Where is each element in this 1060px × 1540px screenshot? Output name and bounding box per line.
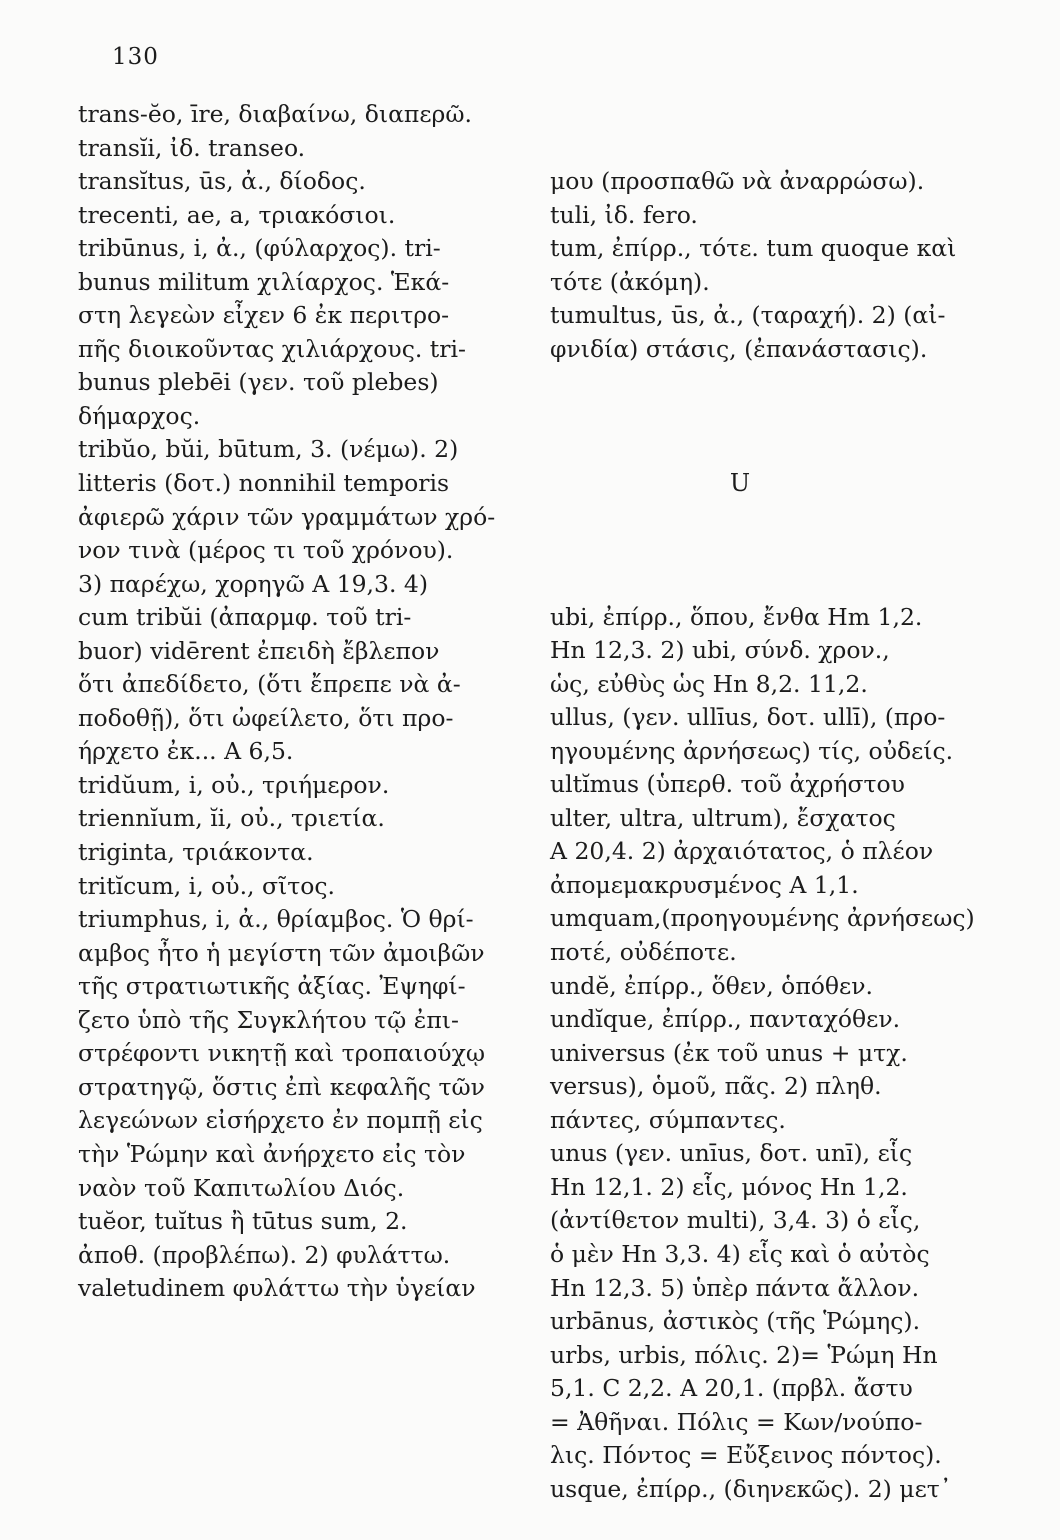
- entry-line: trans-ĕo, īre, διαβαίνω, διαπερῶ.: [78, 100, 473, 128]
- entry-line: νον τινὰ (μέρος τι τοῦ χρόνου).: [78, 536, 454, 565]
- entry-line: μου (προσπαθῶ νὰ ἀναρρώσω).: [550, 167, 925, 196]
- entry-line: transĭi, ἰδ. transeo.: [78, 133, 306, 162]
- entry-line: Hn 12,1. 2) εἷς, μόνος Hn 1,2.: [550, 1172, 908, 1201]
- entry-line: urbs, urbis, πόλις. 2)= Ῥώμη Hn: [550, 1340, 938, 1369]
- entry-line: στη λεγεὼν εἶχεν 6 ἐκ περιτρο-: [78, 301, 450, 330]
- right-column-bottom: [550, 601, 990, 1507]
- entry-line: urbānus, ἀστικὸς (τῆς Ῥώμης).: [550, 1307, 921, 1336]
- entry-line: tribŭo, bŭi, būtum, 3. (νέμω). 2): [78, 435, 459, 464]
- entry-line: ζετο ὑπὸ τῆς Συγκλήτου τῷ ἐπι-: [78, 1005, 459, 1034]
- entry-line: cum tribŭi (ἀπαρμφ. τοῦ tri-: [78, 603, 412, 632]
- entry-line: ὡς, εὐθὺς ὡς Hn 8,2. 11,2.: [550, 669, 868, 698]
- entry-line: triennĭum, ĭi, οὐ., τριετία.: [78, 804, 385, 833]
- entry-line: universus (ἐκ τοῦ unus + μτχ.: [550, 1038, 908, 1067]
- entry-line: ubi, ἐπίρρ., ὅπου, ἔνθα Hm 1,2.: [550, 602, 923, 631]
- entry-line: πάντες, σύμπαντες.: [550, 1105, 786, 1134]
- entry-line: τὴν Ῥώμην καὶ ἀνήρχετο εἰς τὸν: [78, 1139, 466, 1168]
- right-column: [550, 98, 990, 1540]
- entry-line: τότε (ἀκόμη).: [550, 267, 710, 296]
- entry-line: undĭque, ἐπίρρ., πανταχόθεν.: [550, 1005, 901, 1034]
- left-column: [78, 98, 528, 1306]
- entry-line: ἀφιερῶ χάριν τῶν γραμμάτων χρό-: [78, 502, 496, 531]
- entry-line: tumultus, ūs, ἀ., (ταραχή). 2) (αἰ-: [550, 301, 946, 330]
- entry-line: 5,1. C 2,2. A 20,1. (πρβλ. ἄστυ: [550, 1374, 913, 1403]
- entry-line: ποδοθῇ), ὅτι ὠφείλετο, ὅτι προ-: [78, 703, 454, 732]
- entry-line: ultĭmus (ὑπερθ. τοῦ ἀχρήστου: [550, 770, 905, 799]
- entry-line: Hn 12,3. 2) ubi, σύνδ. χρον.,: [550, 636, 890, 665]
- entry-line: versus), ὁμοῦ, πᾶς. 2) πληθ.: [550, 1072, 882, 1101]
- entry-line: ullus, (γεν. ullīus, δοτ. ullī), (προ-: [550, 703, 946, 732]
- entry-line: πῆς διοικοῦντας χιλιάρχους. tri-: [78, 334, 466, 363]
- entry-line: φνιδία) στάσις, (ἐπανάστασις).: [550, 334, 928, 363]
- entry-line: ηγουμένης ἀρνήσεως) τίς, οὐδείς.: [550, 736, 954, 765]
- entry-line: (ἀντίθετον multi), 3,4. 3) ὁ εἷς,: [550, 1206, 921, 1235]
- entry-line: λις. Πόντος = Εὔξεινος πόντος).: [550, 1441, 942, 1470]
- entry-line: bunus plebēi (γεν. τοῦ plebes): [78, 368, 439, 397]
- entry-line: λεγεώνων εἰσήρχετο ἐν πομπῇ εἰς: [78, 1106, 483, 1135]
- entry-line: ὁ μὲν Hn 3,3. 4) εἷς καὶ ὁ αὐτὸς: [550, 1239, 930, 1268]
- entry-line: transĭtus, ūs, ἀ., δίοδος.: [78, 167, 366, 196]
- entry-line: ὅτι ἀπεδίδετο, (ὅτι ἔπρεπε νὰ ἀ-: [78, 670, 461, 699]
- entry-line: tum, ἐπίρρ., τότε. tum quoque καὶ: [550, 234, 957, 263]
- entry-line: στρατηγῷ, ὅστις ἐπὶ κεφαλῆς τῶν: [78, 1072, 485, 1101]
- entry-line: triginta, τριάκοντα.: [78, 838, 314, 867]
- entry-line: valetudinem φυλάττω τὴν ὑγείαν: [78, 1274, 476, 1303]
- entry-line: umquam,(προηγουμένης ἀρνήσεως): [550, 904, 975, 933]
- entry-line: buor) vidērent ἐπειδὴ ἔβλεπον: [78, 636, 440, 665]
- entry-line: tuli, ἰδ. fero.: [550, 200, 698, 229]
- entry-line: 3) παρέχω, χορηγῶ A 19,3. 4): [78, 569, 429, 598]
- entry-line: ἀποθ. (προβλέπω). 2) φυλάττω.: [78, 1240, 451, 1269]
- entry-line: undĕ, ἐπίρρ., ὅθεν, ὁπόθεν.: [550, 971, 873, 1000]
- section-letter: U: [729, 469, 751, 498]
- entry-line: αμβος ἦτο ἡ μεγίστη τῶν ἀμοιβῶν: [78, 938, 485, 967]
- entry-line: bunus militum χιλίαρχος. Ἑκά-: [78, 267, 450, 296]
- page-number: 130: [112, 44, 159, 70]
- right-column-top: [550, 165, 990, 366]
- entry-line: tritĭcum, i, οὐ., σῖτος.: [78, 871, 336, 900]
- entry-line: tridŭum, i, οὐ., τριήμερον.: [78, 770, 390, 799]
- entry-line: ποτέ, οὐδέποτε.: [550, 938, 737, 967]
- entry-line: usque, ἐπίρρ., (διηνεκῶς). 2) μετ᾽: [550, 1474, 952, 1503]
- entry-line: ήρχετο ἐκ... A 6,5.: [78, 737, 294, 766]
- entry-line: δήμαρχος.: [78, 401, 201, 430]
- entry-line: στρέφοντι νικητῇ καὶ τροπαιούχῳ: [78, 1039, 485, 1068]
- entry-line: triumphus, i, ἀ., θρίαμβος. Ὁ θρί-: [78, 905, 474, 934]
- entry-line: ulter, ultra, ultrum), ἔσχατος: [550, 803, 896, 832]
- entry-line: tuĕor, tuĭtus ἢ tūtus sum, 2.: [78, 1207, 408, 1236]
- entry-line: trecenti, ae, a, τριακόσιοι.: [78, 200, 396, 229]
- entry-line: unus (γεν. unīus, δοτ. unī), εἷς: [550, 1139, 913, 1168]
- entry-line: litteris (δοτ.) nonnihil temporis: [78, 469, 450, 498]
- entry-line: tribūnus, i, ἀ., (φύλαρχος). tri-: [78, 234, 441, 263]
- entry-line: = Ἀθῆναι. Πόλις = Κων/νούπο-: [550, 1407, 923, 1436]
- entry-line: τῆς στρατιωτικῆς ἀξίας. Ἐψηφί-: [78, 972, 466, 1001]
- entry-line: ναὸν τοῦ Καπιτωλίου Διός.: [78, 1173, 405, 1202]
- entry-line: ἀπομεμακρυσμένος A 1,1.: [550, 870, 859, 899]
- entry-line: A 20,4. 2) ἀρχαιότατος, ὁ πλέον: [550, 837, 934, 866]
- entry-line: Hn 12,3. 5) ὑπὲρ πάντα ἄλλον.: [550, 1273, 920, 1302]
